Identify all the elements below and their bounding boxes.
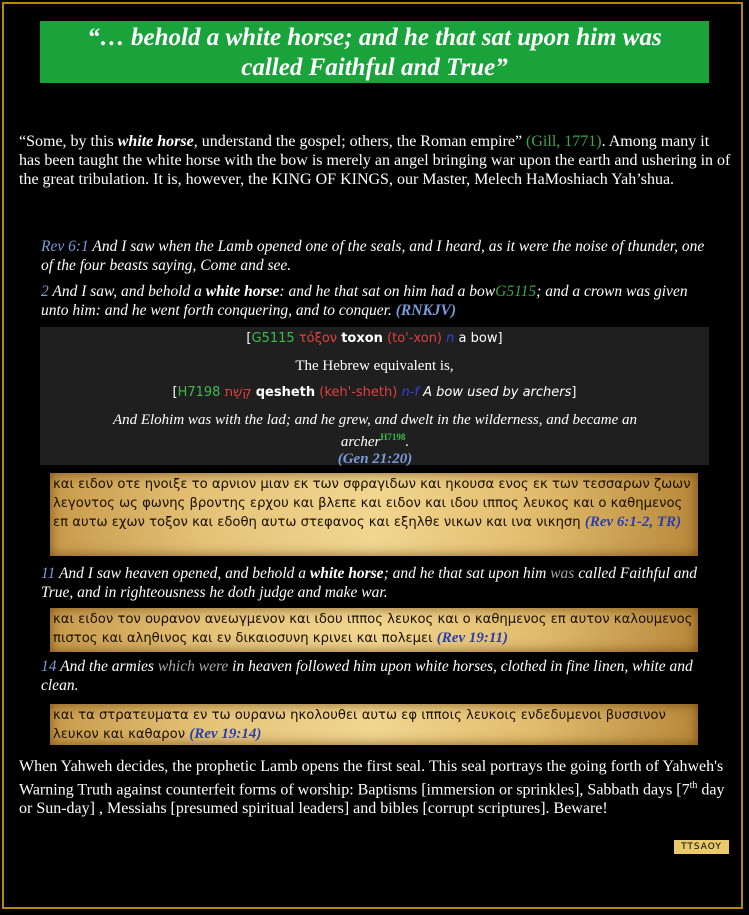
- verse-rev-6-2: [41, 283, 713, 320]
- italic-supplied-word: which were: [157, 658, 229, 675]
- transliteration: toxon: [341, 331, 383, 346]
- verse-text: And the armies: [56, 658, 158, 675]
- greek-text: και τα στρατευματα εν τω ουρανω ηκολουθει αυτω εφ ιπποις λευκοις ενδεδυμενοι βυσσινον λευκον και καθαρον: [53, 708, 666, 742]
- verse-text: : and he that sat on him had a bow: [279, 283, 496, 300]
- verse-text: And I saw heaven opened, and behold a: [55, 565, 310, 582]
- genesis-quote: [80, 412, 670, 468]
- greek-reference: (Rev 6:1-2, TR): [584, 514, 682, 530]
- greek-lexicon-entry: [40, 331, 709, 346]
- strongs-number: H7198: [380, 432, 406, 442]
- verse-text: And I saw, and behold a: [48, 283, 206, 300]
- closing-paragraph: [19, 757, 731, 818]
- verse-text: ; and a crown was given unto him: and he went forth conquering, and to conquer.: [41, 283, 688, 319]
- title-line-2: called Faithful and True”: [241, 54, 508, 81]
- strongs-number: G5115: [251, 331, 295, 346]
- intro-text: “Some, by this: [19, 133, 118, 150]
- bracket: [: [172, 385, 178, 400]
- lexicon-box: [40, 327, 709, 465]
- closing-text: When Yahweh decides, the prophetic Lamb opens the first seal. This seal portrays the going forth of Yahweh's Warning Truth against counterfeit forms of worship: Baptisms [immersion or sprinkles], Sabbath days [7: [19, 758, 724, 799]
- intro-text: , understand the gospel; others, the Roman empire”: [193, 133, 527, 150]
- closing-text: day or Sun-day] , Messiahs [presumed spiritual leaders] and bibles [corrupt scriptures]. Beware!: [19, 781, 725, 818]
- quote-text: And Elohim was with the lad; and he grew, and dwelt in the wilderness, and became an archer: [112, 412, 638, 450]
- greek-text-rev-19-14: [50, 704, 698, 745]
- greek-text: και ειδον οτε ηνοιξε το αρνιον μιαν εκ των σφραγιδων και ηκουσα ενος εκ των τεσσαρων ζωων λεγοντος ως φωνης βροντης ερχου και βλεπε και ειδον και ιδου ιππος λευκος και ο καθημενος επ αυτω εχων τοξον και εδοθη αυτω στεφανος και εξηλθε νικων και ινα νικηση: [53, 477, 691, 530]
- greek-reference: (Rev 19:14): [189, 726, 262, 742]
- pronunciation: (to'-xon): [387, 331, 443, 346]
- verse-text: called Faithful and True, and in righteousness he doth judge and make war.: [41, 565, 698, 601]
- bracket: ]: [571, 385, 577, 400]
- verse-text: ; and he that sat upon him: [383, 565, 551, 582]
- verse-rev-6-1: [41, 238, 713, 275]
- verse-rev-19-11: [41, 565, 713, 602]
- verse-number: 14: [41, 658, 57, 675]
- italic-supplied-word: was: [550, 565, 575, 582]
- greek-text-rev-6: [50, 473, 698, 556]
- intro-citation: (Gill, 1771): [526, 133, 602, 150]
- title-banner: [40, 21, 709, 83]
- intro-emphasis: white horse: [117, 133, 194, 150]
- greek-text-rev-19-11: [50, 608, 698, 652]
- verse-text: And I saw when the Lamb opened one of the seals, and I heard, as it were the noise of thunder, one of the four beasts saying, Come and see.: [41, 238, 705, 274]
- hebrew-intro: The Hebrew equivalent is,: [295, 358, 454, 374]
- strongs-number: H7198: [177, 385, 221, 400]
- intro-text: . Among many it has been taught the white horse with the bow is merely an angel bringing war upon the earth and ushering in of the great tribulation. It is, however, the KING OF KINGS, our Master, Melech HaMoshiach Yah’shua.: [19, 133, 731, 188]
- verse-emphasis: white horse: [205, 283, 280, 300]
- hebrew-word: קֶשֶׁת: [224, 385, 252, 400]
- verse-emphasis: white horse: [309, 565, 384, 582]
- bracket: [: [246, 331, 252, 346]
- part-of-speech: n: [446, 331, 455, 346]
- verse-text: in heaven followed him upon white horses, clothed in fine linen, white and clean.: [41, 658, 693, 694]
- verse-rev-19-14: [41, 658, 713, 695]
- ordinal-suffix: th: [689, 780, 698, 791]
- verse-reference: Rev 6:1: [41, 238, 89, 255]
- verse-number: 2: [41, 283, 49, 300]
- hebrew-lexicon-entry: [40, 385, 709, 400]
- quote-reference: (Gen 21:20): [337, 451, 413, 467]
- pronunciation: (keh'-sheth): [319, 385, 398, 400]
- title-line-1: “… behold a white horse; and he that sat upon him was: [87, 24, 662, 51]
- part-of-speech: n-f: [401, 385, 419, 400]
- definition: a bow]: [458, 331, 503, 346]
- definition: A bow used by archers: [423, 385, 572, 400]
- version-label: (RNKJV): [395, 301, 457, 319]
- greek-word: τόξον: [298, 331, 338, 346]
- quote-text: .: [405, 434, 410, 450]
- verse-number: 11: [41, 565, 56, 582]
- greek-text: και ειδον τον ουρανον ανεωγμενον και ιδου ιππος λευκος και ο καθημενος επ αυτον καλουμενος πιστος και αληθινος και εν δικαιοσυνη κρινει και πολεμει: [53, 612, 693, 646]
- transliteration: qesheth: [255, 385, 316, 400]
- greek-reference: (Rev 19:11): [436, 630, 509, 646]
- strongs-number: G5115: [495, 283, 537, 300]
- intro-paragraph: [19, 132, 731, 189]
- site-logo: TTSAOY: [674, 840, 729, 854]
